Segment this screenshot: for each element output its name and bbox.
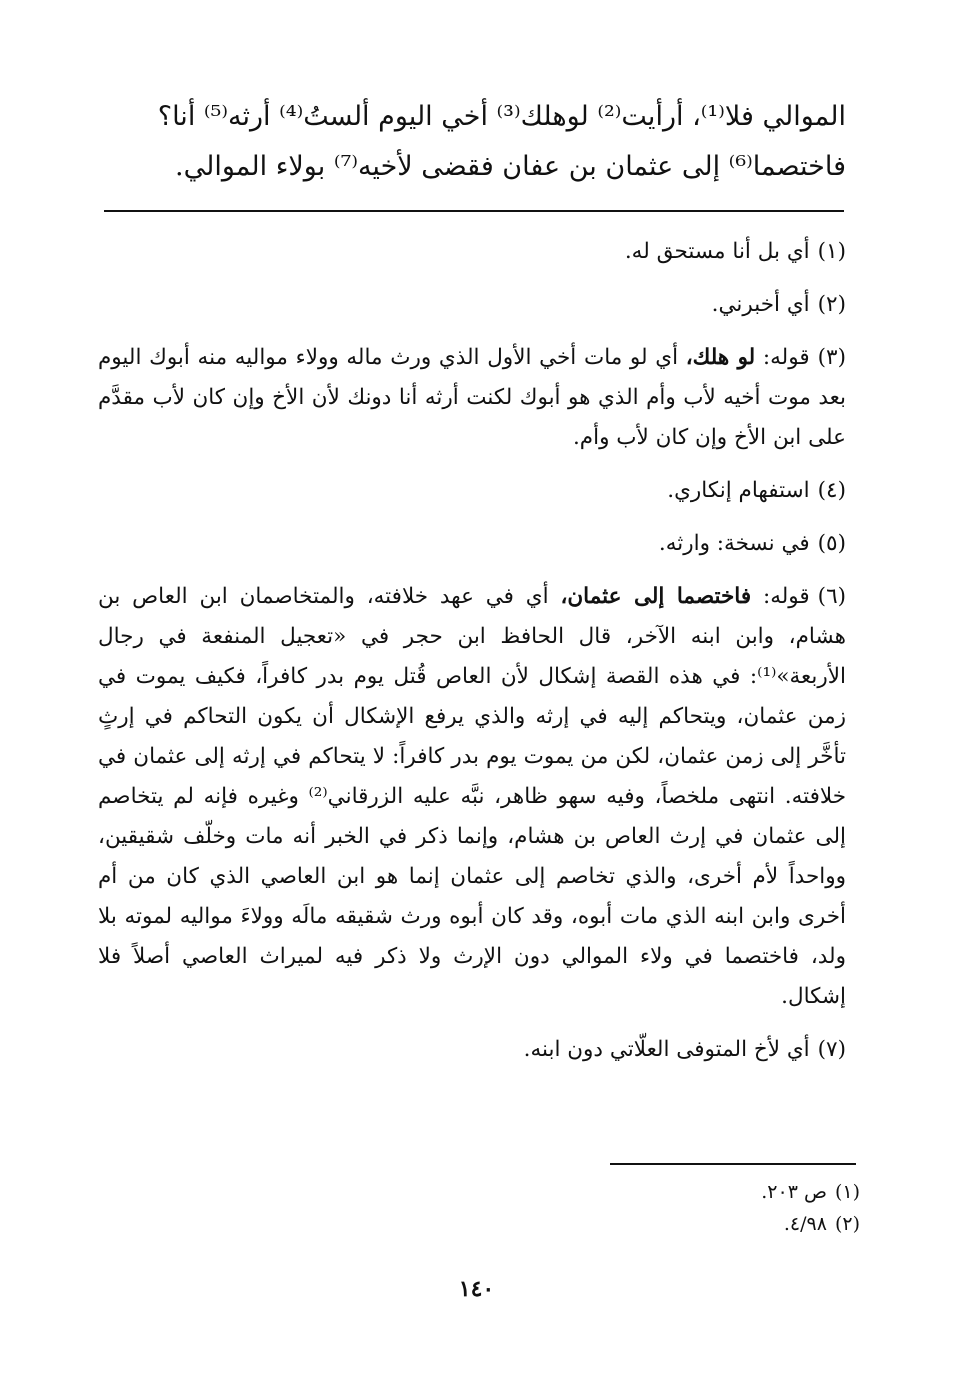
footnote-text: أي لو مات أخي الأول الذي ورث ماله وولاء مواليه منه أبوك اليوم بعد موت أخيه لأب وأم الذي هو أبوك لكنت أرثه أنا دونك لأن الأخ وإن كان لأب مقدَّم على ابن الأخ وإن كان لأب وأم. [98, 345, 846, 450]
page-number: ١٤٠ [458, 1276, 495, 1302]
footnote-text: في نسخة: وارثه. [658, 531, 810, 556]
footnote-number: (٤) [817, 478, 846, 503]
footnote-number: (٢) [817, 292, 846, 317]
reference-separator [610, 1163, 856, 1165]
footnote-text: أي بل أنا مستحق له. [624, 239, 810, 264]
footnotes [98, 232, 846, 1083]
footnote-7 [98, 1030, 846, 1070]
footnote-separator [104, 210, 844, 212]
reference-text: ص ٢٠٣. [761, 1181, 827, 1203]
reference-number: (١) [834, 1181, 860, 1203]
footnote-bold-term: لو هلك، [685, 345, 756, 370]
footnote-number: (١) [817, 239, 846, 264]
footnote-number: (٦) [817, 584, 847, 609]
reference-2 [500, 1208, 860, 1240]
footnote-bold-term: فاختصما إلى عثمان، [560, 584, 752, 609]
footnote-5 [98, 524, 846, 564]
main-text-line-1: الموالي فلا⁽¹⁾، أرأيت⁽²⁾ لوهلك⁽³⁾ أخي اليوم ألستُ⁽⁴⁾ أرثه⁽⁵⁾ أنا؟ [157, 101, 846, 132]
footnote-lead: قوله: [762, 584, 810, 609]
footnote-text: استفهام إنكاري. [667, 478, 810, 503]
reference-number: (٢) [834, 1213, 860, 1235]
footnote-2 [98, 285, 846, 325]
footnote-text: أي في عهد خلافته، والمتخاصمان ابن العاص بن هشام، وابن ابنه الآخر، قال الحافظ ابن حجر في «تعجيل المنفعة في رجال الأربعة»⁽¹⁾: في هذه القصة إشكال لأن العاص قُتل يوم بدر كافراً، فكيف يموت في زمن عثمان، ويتحاكم إليه في إرثه والذي يرفع الإشكال أن يكون التحاكم في إرثٍ تأخَّر إلى زمن عثمان، لكن من يموت يوم بدر كافراً: لا يتحاكم في إرثه إلى عثمان في خلافته. انتهى ملخصاً، وفيه سهو ظاهر، نبَّه عليه الزرقاني⁽²⁾ وغيره فإنه لم يتخاصم إلى عثمان في إرث العاص بن هشام، وإنما ذكر في الخبر أنه مات وخلّف شقيقين، وواحداً لأم أخرى، والذي تخاصم إلى عثمان إنما هو ابن العاصي الذي كان من أم أخرى وابن ابنه الذي مات أبوه، وقد كان أبوه ورث شقيقه مالَه وولاءَ مواليه لموته بلا ولد، فاختصما في ولاء الموالي دون الإرث ولا ذكر فيه لميراث العاصي أصلاً فلا إشكال. [98, 584, 846, 1009]
footnote-1 [98, 232, 846, 272]
footnote-lead: قوله: [762, 345, 810, 370]
footnote-3 [98, 338, 846, 458]
reference-text: ٤/٩٨. [783, 1213, 827, 1235]
references [500, 1176, 860, 1240]
main-text [98, 92, 846, 192]
main-text-line-2: فاختصما⁽⁶⁾ إلى عثمان بن عفان فقضى لأخيه⁽⁷⁾ بولاء الموالي. [175, 151, 846, 182]
footnote-6 [98, 577, 846, 1017]
footnote-4 [98, 471, 846, 511]
footnote-number: (٥) [817, 531, 846, 556]
footnote-number: (٣) [817, 345, 846, 370]
footnote-number: (٧) [817, 1037, 846, 1062]
footnote-text: أي لأخ المتوفى العلّاتي دون ابنه. [523, 1037, 810, 1062]
reference-1 [500, 1176, 860, 1208]
footnote-text: أي أخبرني. [711, 292, 810, 317]
